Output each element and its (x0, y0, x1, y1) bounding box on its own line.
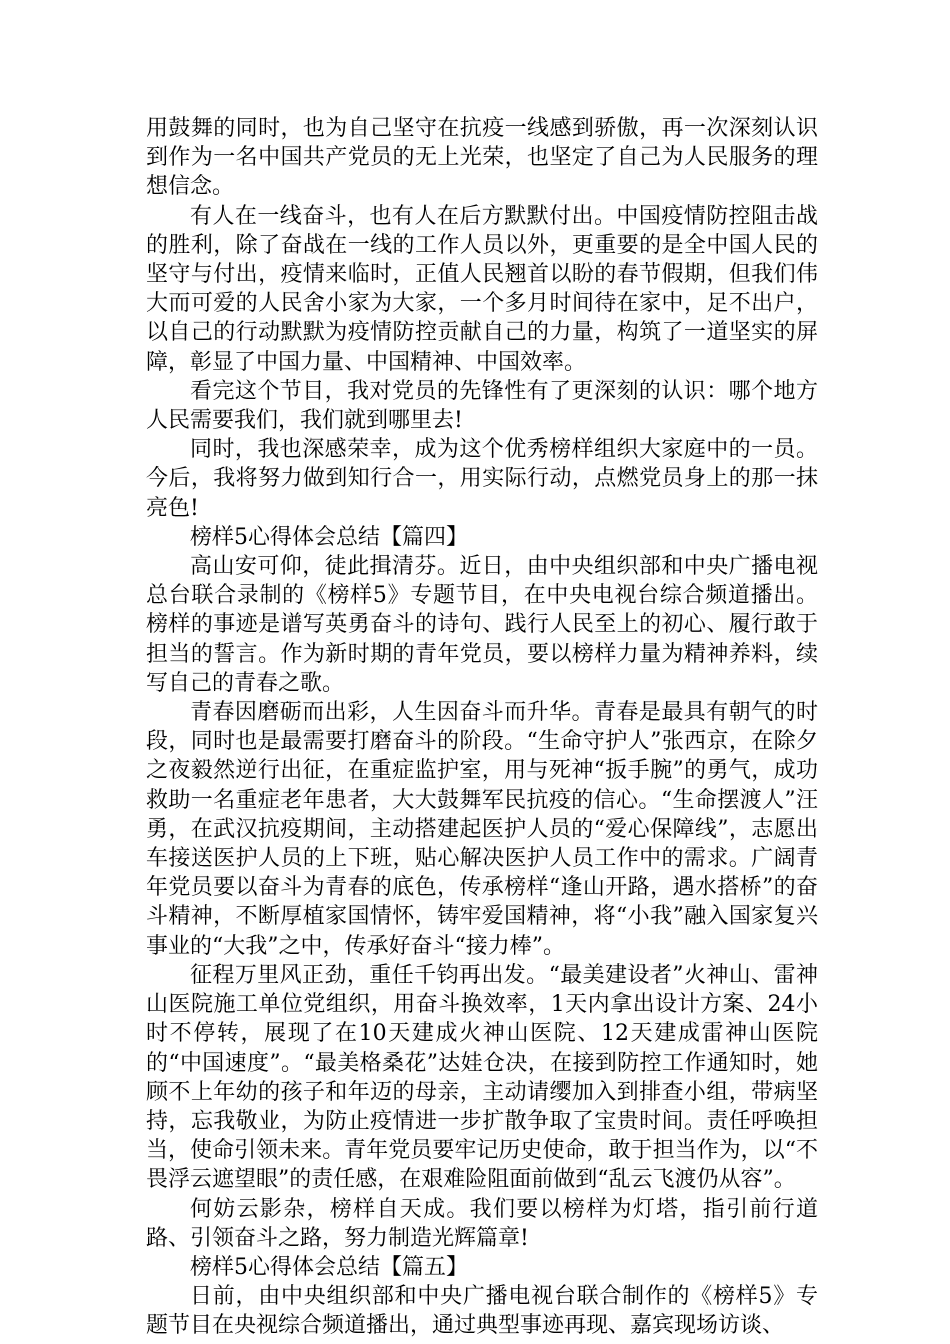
paragraph-support-from-behind: 有人在一线奋斗，也有人在后方默默付出。中国疫情防控阻击战的胜利，除了奋战在一线的工作人员以外，更重要的是全中国人民的坚守与付出，疫情来临时，正值人民翘首以盼的春节假期，但我们伟大而可爱的人民舍小家为大家，一个多月时间待在家中，足不出户，以自己的行动默默为疫情防控贡献自己的力量，构筑了一道坚实的屏障，彰显了中国力量、中国精神、中国效率。 (146, 203, 818, 375)
paragraph-youth-struggle: 青春因磨砺而出彩，人生因奋斗而升华。青春是最具有朝气的时段，同时也是最需要打磨奋斗的阶段。“生命守护人”张西京，在除夕之夜毅然逆行出征，在重症监护室，用与死神“扳手腕”的勇气，成功救助一名重症老年患者，大大鼓舞军民抗疫的信心。“生命摆渡人”汪勇，在武汉抗疫期间，主动搭建起医护人员的“爱心保障线”，志愿出车接送医护人员的上下班，贴心解决医护人员工作中的需求。广阔青年党员要以奋斗为青春的底色，传承榜样“逢山开路，遇水搭桥”的奋斗精神，不断厚植家国情怀，铸牢爱国精神，将“小我”融入国家复兴事业的“大我”之中，传承好奋斗“接力棒”。 (146, 700, 818, 959)
document-page (146, 114, 818, 1341)
paragraph-role-model-lighthouse: 何妨云影杂，榜样自天成。我们要以榜样为灯塔，指引前行道路、引领奋斗之路，努力制造光辉篇章! (146, 1196, 818, 1251)
paragraph-honored: 同时，我也深感荣幸，成为这个优秀榜样组织大家庭中的一员。今后，我将努力做到知行合一，用实际行动，点燃党员身上的那一抹亮色! (146, 437, 818, 521)
paragraph-recent-broadcast: 日前，由中央组织部和中央广播电视台联合制作的《榜样5》专题节目在央视综合频道播出，通过典型事迹再现、嘉宾现场访谈、 (146, 1284, 818, 1339)
paragraph-mountain-admire: 高山安可仰，徒此揖清芬。近日，由中央组织部和中央广播电视总台联合录制的《榜样5》专题节目，在中央电视台综合频道播出。榜样的事迹是谱写英勇奋斗的诗句、践行人民至上的初心、履行敢于担当的誓言。作为新时期的青年党员，要以榜样力量为精神养料，续写自己的青春之歌。 (146, 554, 818, 696)
section-heading-part-five: 榜样5心得体会总结【篇五】 (190, 1254, 468, 1280)
paragraph-pioneer-awareness: 看完这个节目，我对党员的先锋性有了更深刻的认识：哪个地方人民需要我们，我们就到哪里去! (146, 378, 818, 434)
paragraph-journey-onward: 征程万里风正劲，重任千钧再出发。“最美建设者”火神山、雷神山医院施工单位党组织，用奋斗换效率，1天内拿出设计方案、24小时不停转，展现了在10天建成火神山医院、12天建成雷神山医院的“中国速度”。“最美格桑花”达娃仓决，在接到防控工作通知时，她顾不上年幼的孩子和年迈的母亲，主动请缨加入到排查小组，带病坚持，忘我敬业，为防止疫情进一步扩散争取了宝贵时间。责任呼唤担当，使命引领未来。青年党员要牢记历史使命，敢于担当作为，以“不畏浮云遮望眼”的责任感，在艰难险阻面前做到“乱云飞渡仍从容”。 (146, 962, 818, 1193)
section-heading-part-four: 榜样5心得体会总结【篇四】 (190, 524, 468, 550)
paragraph-continuation: 用鼓舞的同时，也为自己坚守在抗疫一线感到骄傲，再一次深刻认识到作为一名中国共产党员的无上光荣，也坚定了自己为人民服务的理想信念。 (146, 116, 818, 200)
